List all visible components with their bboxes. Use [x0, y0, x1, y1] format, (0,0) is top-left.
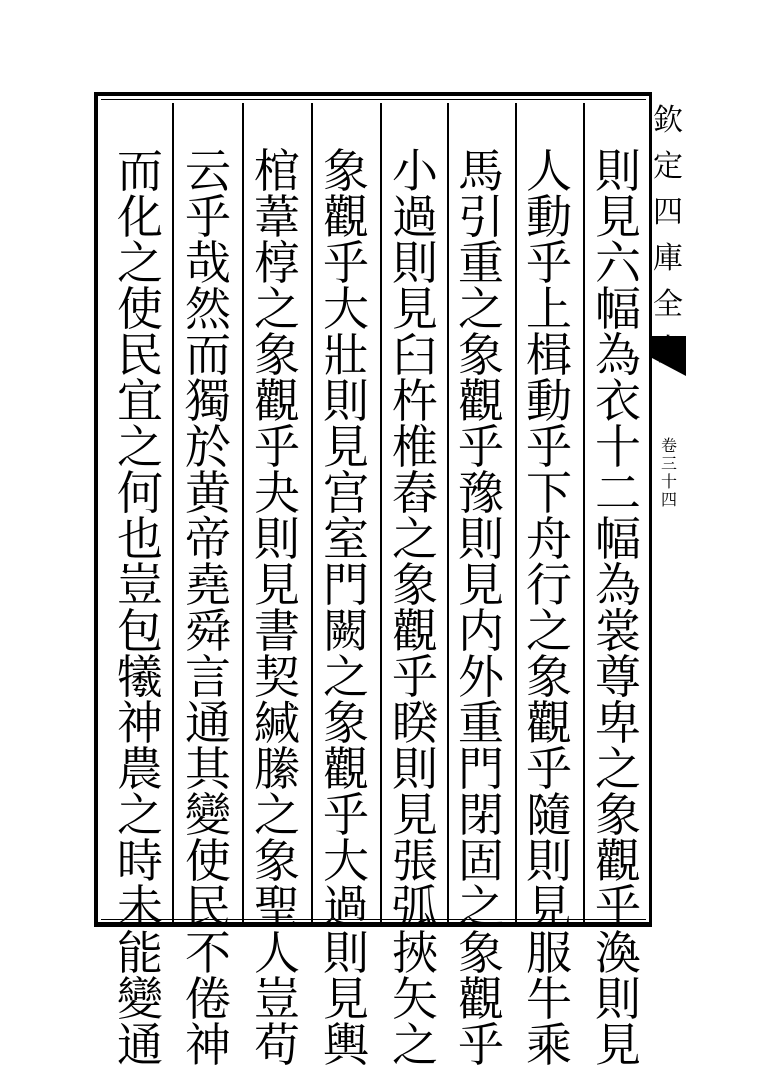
- glyph: 重: [458, 696, 504, 750]
- glyph: 見: [392, 282, 438, 336]
- glyph: 馬: [458, 144, 504, 198]
- glyph: 觀: [323, 742, 369, 796]
- glyph: 乎: [458, 1018, 504, 1072]
- glyph: 見: [323, 972, 369, 1026]
- glyph: 則: [458, 512, 504, 566]
- glyph: 民: [185, 880, 231, 934]
- glyph: 尊: [595, 650, 641, 704]
- glyph: 民: [117, 328, 163, 382]
- glyph: 服: [526, 926, 572, 980]
- glyph: 契: [254, 650, 300, 704]
- text-column-7: [178, 144, 238, 1072]
- glyph: 全: [653, 287, 683, 322]
- glyph: 而: [117, 144, 163, 198]
- glyph: 張: [392, 834, 438, 888]
- glyph: 象: [323, 144, 369, 198]
- glyph: 縢: [254, 742, 300, 796]
- glyph: 幅: [595, 512, 641, 566]
- glyph: 帝: [185, 512, 231, 566]
- glyph: 緘: [254, 696, 300, 750]
- glyph: 三: [660, 454, 677, 473]
- glyph: 化: [117, 190, 163, 244]
- glyph: 乎: [458, 420, 504, 474]
- glyph: 然: [185, 282, 231, 336]
- glyph: 之: [458, 282, 504, 336]
- glyph: 能: [117, 926, 163, 980]
- glyph: 宫: [323, 466, 369, 520]
- glyph: 乎: [323, 788, 369, 842]
- glyph: 則: [254, 512, 300, 566]
- glyph: 書: [254, 604, 300, 658]
- glyph: 重: [458, 236, 504, 290]
- glyph: 乎: [254, 420, 300, 474]
- glyph: 過: [323, 880, 369, 934]
- glyph: 庫: [653, 241, 683, 276]
- text-column-5: [316, 144, 376, 1072]
- glyph: 觀: [392, 604, 438, 658]
- glyph: 觀: [458, 972, 504, 1026]
- glyph: 象: [595, 788, 641, 842]
- glyph: 使: [117, 282, 163, 336]
- glyph: 壯: [323, 328, 369, 382]
- glyph: 大: [323, 834, 369, 888]
- glyph: 牛: [526, 972, 572, 1026]
- fishtail-mark: [652, 336, 686, 376]
- glyph: 臼: [392, 328, 438, 382]
- glyph: 見: [323, 420, 369, 474]
- glyph: 象: [254, 834, 300, 888]
- glyph: 則: [323, 374, 369, 428]
- glyph: 乎: [323, 236, 369, 290]
- glyph: 見: [595, 190, 641, 244]
- glyph: 之: [117, 788, 163, 842]
- glyph: 夬: [254, 466, 300, 520]
- glyph: 棺: [254, 144, 300, 198]
- glyph: 黄: [185, 466, 231, 520]
- glyph: 舟: [526, 512, 572, 566]
- glyph: 舂: [392, 466, 438, 520]
- juan-number: [652, 438, 686, 510]
- glyph: 未: [117, 880, 163, 934]
- glyph: 之: [595, 742, 641, 796]
- glyph: 舜: [185, 604, 231, 658]
- glyph: 則: [526, 834, 572, 888]
- glyph: 宜: [117, 374, 163, 428]
- column-rule: [172, 103, 174, 923]
- glyph: 十: [595, 420, 641, 474]
- glyph: 倦: [185, 972, 231, 1026]
- glyph: 四: [660, 490, 677, 509]
- glyph: 豫: [458, 466, 504, 520]
- glyph: 堯: [185, 558, 231, 612]
- glyph: 豈: [117, 558, 163, 612]
- glyph: 見: [458, 558, 504, 612]
- glyph: 行: [526, 558, 572, 612]
- glyph: 見: [595, 1018, 641, 1072]
- text-column-6: [247, 144, 307, 1072]
- glyph: 幅: [595, 282, 641, 336]
- column-rule: [447, 103, 449, 923]
- glyph: 乘: [526, 1018, 572, 1072]
- glyph: 楫: [526, 328, 572, 382]
- glyph: 也: [117, 512, 163, 566]
- text-column-8: [110, 144, 170, 1072]
- glyph: 則: [392, 742, 438, 796]
- glyph: 門: [323, 558, 369, 612]
- glyph: 固: [458, 834, 504, 888]
- glyph: 乎: [526, 742, 572, 796]
- glyph: 乎: [392, 650, 438, 704]
- glyph: 衣: [595, 374, 641, 428]
- glyph: 六: [595, 236, 641, 290]
- glyph: 小: [392, 144, 438, 198]
- glyph: 動: [526, 374, 572, 428]
- glyph: 之: [254, 788, 300, 842]
- glyph: 哉: [185, 236, 231, 290]
- glyph: 觀: [595, 834, 641, 888]
- glyph: 象: [254, 328, 300, 382]
- glyph: 言: [185, 650, 231, 704]
- glyph: 闕: [323, 604, 369, 658]
- column-rule: [311, 103, 313, 923]
- glyph: 其: [185, 742, 231, 796]
- glyph: 通: [117, 1018, 163, 1072]
- glyph: 引: [458, 190, 504, 244]
- column-rule: [242, 103, 244, 923]
- text-column-3: [451, 144, 511, 1072]
- glyph: 為: [595, 558, 641, 612]
- glyph: 卑: [595, 696, 641, 750]
- glyph: 過: [392, 190, 438, 244]
- glyph: 裳: [595, 604, 641, 658]
- glyph: 隨: [526, 788, 572, 842]
- glyph: 觀: [254, 374, 300, 428]
- glyph: 乎: [595, 880, 641, 934]
- glyph: 觀: [526, 696, 572, 750]
- glyph: 矢: [392, 972, 438, 1026]
- glyph: 則: [595, 972, 641, 1026]
- glyph: 不: [185, 926, 231, 980]
- glyph: 包: [117, 604, 163, 658]
- glyph: 觀: [458, 374, 504, 428]
- glyph: 之: [323, 650, 369, 704]
- glyph: 動: [526, 190, 572, 244]
- glyph: 象: [323, 696, 369, 750]
- glyph: 之: [392, 1018, 438, 1072]
- glyph: 弧: [392, 880, 438, 934]
- glyph: 神: [185, 1018, 231, 1072]
- glyph: 欽: [653, 103, 683, 138]
- glyph: 何: [117, 466, 163, 520]
- glyph: 象: [392, 558, 438, 612]
- glyph: 見: [392, 788, 438, 842]
- glyph: 見: [254, 558, 300, 612]
- glyph: 變: [117, 972, 163, 1026]
- glyph: 之: [117, 236, 163, 290]
- glyph: 内: [458, 604, 504, 658]
- glyph: 椎: [392, 420, 438, 474]
- glyph: 豈: [254, 972, 300, 1026]
- glyph: 獨: [185, 374, 231, 428]
- glyph: 時: [117, 834, 163, 888]
- text-column-1: [588, 144, 648, 1072]
- column-rule: [380, 103, 382, 923]
- text-column-4: [385, 144, 445, 1072]
- glyph: 卷: [660, 436, 677, 455]
- glyph: 象: [458, 926, 504, 980]
- glyph: 之: [458, 880, 504, 934]
- glyph: 通: [185, 696, 231, 750]
- glyph: 門: [458, 742, 504, 796]
- glyph: 椁: [254, 236, 300, 290]
- glyph: 之: [526, 604, 572, 658]
- glyph: 睽: [392, 696, 438, 750]
- glyph: 之: [117, 420, 163, 474]
- text-column-2: [519, 144, 579, 1072]
- glyph: 大: [323, 282, 369, 336]
- column-rule: [583, 103, 585, 923]
- glyph: 人: [254, 926, 300, 980]
- glyph: 觀: [323, 190, 369, 244]
- glyph: 人: [526, 144, 572, 198]
- glyph: 上: [526, 282, 572, 336]
- glyph: 變: [185, 788, 231, 842]
- glyph: 杵: [392, 374, 438, 428]
- glyph: 為: [595, 328, 641, 382]
- glyph: 之: [392, 512, 438, 566]
- glyph: 外: [458, 650, 504, 704]
- glyph: 苟: [254, 1018, 300, 1072]
- glyph: 使: [185, 834, 231, 888]
- glyph: 渙: [595, 926, 641, 980]
- glyph: 下: [526, 466, 572, 520]
- glyph: 二: [595, 466, 641, 520]
- glyph: 閉: [458, 788, 504, 842]
- glyph: 神: [117, 696, 163, 750]
- glyph: 輿: [323, 1018, 369, 1072]
- glyph: 犧: [117, 650, 163, 704]
- glyph: 挾: [392, 926, 438, 980]
- glyph: 室: [323, 512, 369, 566]
- glyph: 之: [254, 282, 300, 336]
- glyph: 而: [185, 328, 231, 382]
- glyph: 則: [323, 926, 369, 980]
- glyph: 定: [653, 149, 683, 184]
- glyph: 乎: [526, 420, 572, 474]
- column-rule: [515, 103, 517, 923]
- glyph: 葦: [254, 190, 300, 244]
- glyph: 於: [185, 420, 231, 474]
- glyph: 乎: [526, 236, 572, 290]
- glyph: 乎: [185, 190, 231, 244]
- glyph: 象: [526, 650, 572, 704]
- glyph: 四: [653, 195, 683, 230]
- glyph: 聖: [254, 880, 300, 934]
- glyph: 則: [595, 144, 641, 198]
- glyph: 象: [458, 328, 504, 382]
- glyph: 見: [526, 880, 572, 934]
- glyph: 則: [392, 236, 438, 290]
- glyph: 云: [185, 144, 231, 198]
- glyph: 十: [660, 472, 677, 491]
- glyph: 農: [117, 742, 163, 796]
